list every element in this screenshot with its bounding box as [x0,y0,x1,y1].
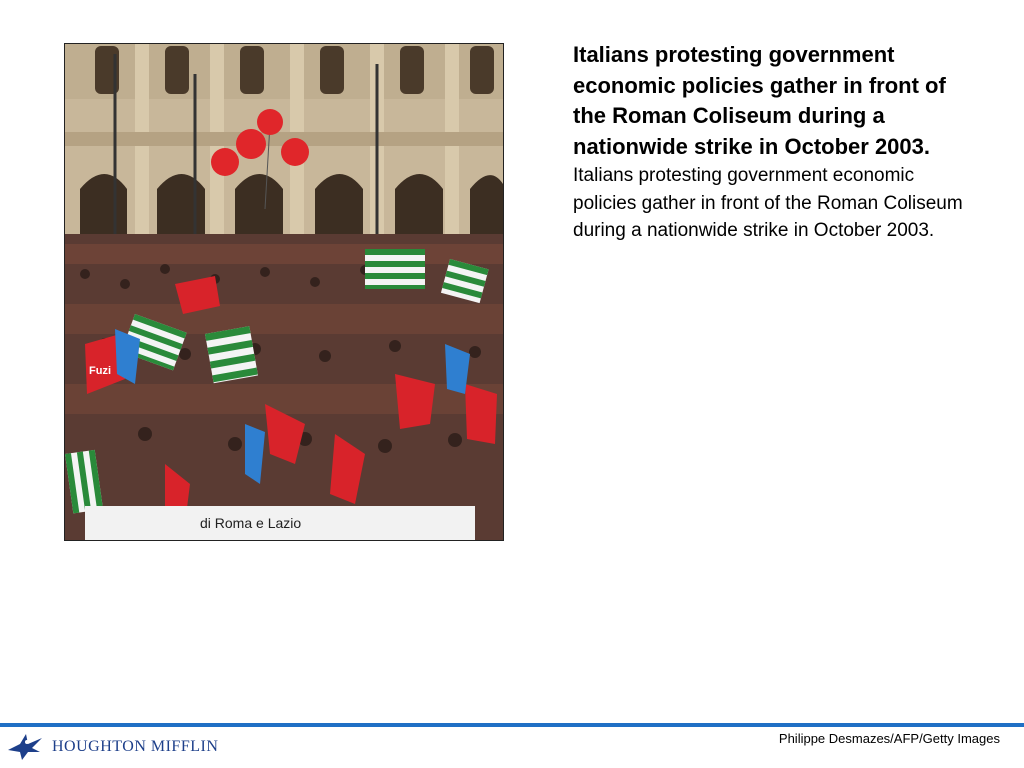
photo-illustration [65,44,503,540]
publisher-logo [6,730,218,764]
protest-banner [85,506,475,540]
logo-text: HOUGHTON MIFFLIN [52,738,219,755]
caption-block [573,40,973,245]
footer-rule [0,723,1024,727]
photo-credit: Philippe Desmazes/AFP/Getty Images [778,731,1000,746]
caption-title: Italians protesting government economic policies gather in front of the Roman Coliseum during a nationwide strike in October 2003. [573,42,946,159]
caption-body: Italians protesting government economic policies gather in front of the Roman Coliseum during a nationwide strike in October 2003. [573,165,963,241]
protest-photo [64,43,504,541]
bird-logo-icon [6,730,46,764]
flag-text: Fuzi [89,365,111,377]
banner-text: di Roma e Lazio [200,515,302,531]
